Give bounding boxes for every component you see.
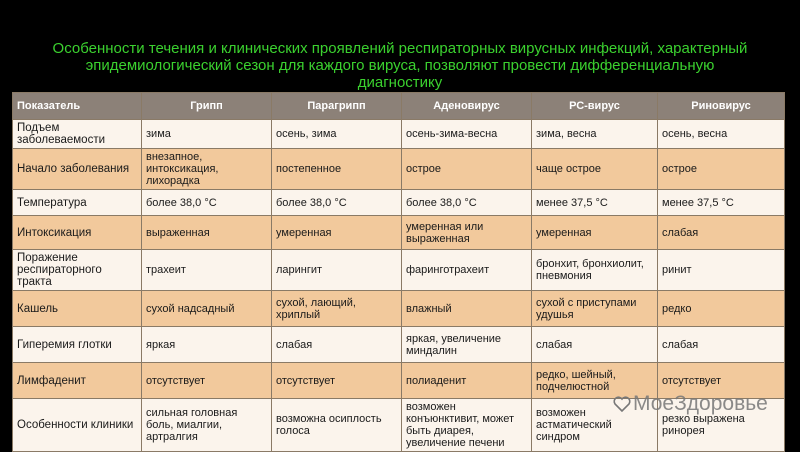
table-cell: трахеит	[142, 250, 272, 291]
row-header-cell: Поражение респираторного тракта	[13, 250, 142, 291]
header-cell: РС-вирус	[532, 93, 658, 120]
table-cell: слабая	[658, 327, 785, 363]
table-cell: влажный	[402, 291, 532, 327]
table-row	[13, 327, 785, 363]
table-cell: выраженная	[142, 216, 272, 250]
row-header-cell: Интоксикация	[13, 216, 142, 250]
table-cell: бронхит, бронхиолит, пневмония	[532, 250, 658, 291]
table-cell: слабая	[658, 216, 785, 250]
table-cell: ларингит	[272, 250, 402, 291]
table-cell: сухой, лающий, хриплый	[272, 291, 402, 327]
table-header-row	[13, 93, 785, 120]
header-cell: Показатель	[13, 93, 142, 120]
table-cell: сухой надсадный	[142, 291, 272, 327]
row-header-cell: Начало заболевания	[13, 149, 142, 190]
table-cell: менее 37,5 °С	[658, 190, 785, 216]
table-cell: зима, весна	[532, 120, 658, 149]
row-header-cell: Лимфаденит	[13, 363, 142, 399]
table-row	[13, 190, 785, 216]
table-cell: более 38,0 °С	[142, 190, 272, 216]
table-cell: чаще острое	[532, 149, 658, 190]
comparison-table-container	[12, 92, 784, 449]
table-cell: яркая	[142, 327, 272, 363]
table-cell: осень-зима-весна	[402, 120, 532, 149]
table-cell: осень, весна	[658, 120, 785, 149]
table-cell: осень, зима	[272, 120, 402, 149]
table-row	[13, 149, 785, 190]
table-cell: зима	[142, 120, 272, 149]
table-cell: внезапное, интоксикация, лихорадка	[142, 149, 272, 190]
table-cell: постепенное	[272, 149, 402, 190]
table-cell: яркая, увеличение миндалин	[402, 327, 532, 363]
header-cell: Риновирус	[658, 93, 785, 120]
table-row	[13, 250, 785, 291]
table-cell: менее 37,5 °С	[532, 190, 658, 216]
table-cell: резко выражена ринорея	[658, 399, 785, 452]
table-cell: возможна осиплость голоса	[272, 399, 402, 452]
table-cell: фаринготрахеит	[402, 250, 532, 291]
table-cell: острое	[402, 149, 532, 190]
header-cell: Парагрипп	[272, 93, 402, 120]
table-cell: редко	[658, 291, 785, 327]
table-cell: острое	[658, 149, 785, 190]
table-cell: умеренная или выраженная	[402, 216, 532, 250]
table-cell: отсутствует	[272, 363, 402, 399]
table-cell: более 38,0 °С	[402, 190, 532, 216]
table-cell: более 38,0 °С	[272, 190, 402, 216]
table-cell: возможен конъюнктивит, может быть диарея, увеличение печени	[402, 399, 532, 452]
table-cell: отсутствует	[142, 363, 272, 399]
table-row	[13, 216, 785, 250]
header-cell: Аденовирус	[402, 93, 532, 120]
table-cell: редко, шейный, подчелюстной	[532, 363, 658, 399]
row-header-cell: Гиперемия глотки	[13, 327, 142, 363]
table-cell: слабая	[532, 327, 658, 363]
watermark: МоеЗдоровье	[633, 392, 768, 415]
table-row	[13, 120, 785, 149]
heart-logo-icon	[612, 394, 632, 414]
table-cell: умеренная	[532, 216, 658, 250]
row-header-cell: Подъем заболеваемости	[13, 120, 142, 149]
row-header-cell: Температура	[13, 190, 142, 216]
table-cell: сильная головная боль, миалгии, артралгия	[142, 399, 272, 452]
table-cell: умеренная	[272, 216, 402, 250]
table-cell: сухой с приступами удушья	[532, 291, 658, 327]
slide-title: Особенности течения и клинических проявлений респираторных вирусных инфекций, характерный эпидемиологический сезон для каждого вируса, позволяют провести дифференциальную диагностику	[52, 40, 748, 91]
table-cell: отсутствует	[658, 363, 785, 399]
row-header-cell: Кашель	[13, 291, 142, 327]
table-cell: возможен астматический синдром	[532, 399, 658, 452]
table-cell: слабая	[272, 327, 402, 363]
row-header-cell: Особенности клиники	[13, 399, 142, 452]
table-cell: полиаденит	[402, 363, 532, 399]
table-row	[13, 291, 785, 327]
header-cell: Грипп	[142, 93, 272, 120]
table-cell: ринит	[658, 250, 785, 291]
